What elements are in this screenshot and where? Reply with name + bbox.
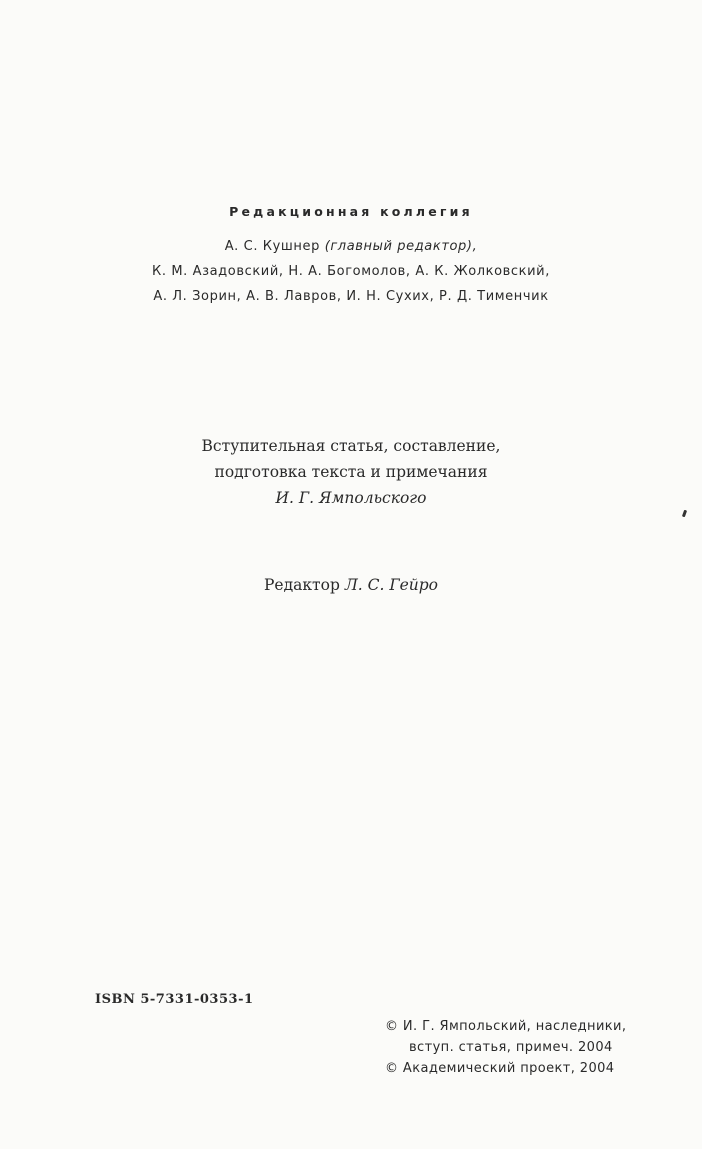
- copyright-notice: [385, 1016, 626, 1079]
- editorial-board: [0, 202, 702, 309]
- editor-line: [0, 572, 702, 598]
- chief-editor-role: (главный редактор),: [324, 239, 478, 254]
- compilation-credits: [0, 433, 702, 511]
- credits-line-2: подготовка текста и примечания: [214, 463, 488, 481]
- editorial-board-members-line-1: К. М. Азадовский, Н. А. Богомолов, А. К. Жолковский,: [152, 264, 550, 279]
- editorial-board-members-line-2: А. Л. Зорин, А. В. Лавров, И. Н. Сухих, Р. Д. Тименчик: [153, 289, 549, 304]
- credits-author: И. Г. Ямпольского: [275, 489, 427, 507]
- editor-credit: [0, 572, 702, 598]
- copyright-line-2: вступ. статья, примеч. 2004: [409, 1040, 613, 1055]
- chief-editor-name: А. С. Кушнер: [224, 239, 325, 254]
- copyright-line-3: © Академический проект, 2004: [385, 1061, 615, 1076]
- isbn-number: ISBN 5-7331-0353-1: [95, 992, 254, 1007]
- credits-line-1: Вступительная статья, составление,: [201, 437, 501, 455]
- editorial-board-title: Редакционная коллегия: [229, 204, 473, 219]
- editor-name: Л. С. Гейро: [344, 576, 439, 594]
- print-speck: [682, 510, 687, 518]
- editor-label: Редактор: [263, 576, 345, 594]
- editorial-board-chief: [0, 234, 702, 259]
- copyright-line-1: © И. Г. Ямпольский, наследники,: [385, 1019, 627, 1034]
